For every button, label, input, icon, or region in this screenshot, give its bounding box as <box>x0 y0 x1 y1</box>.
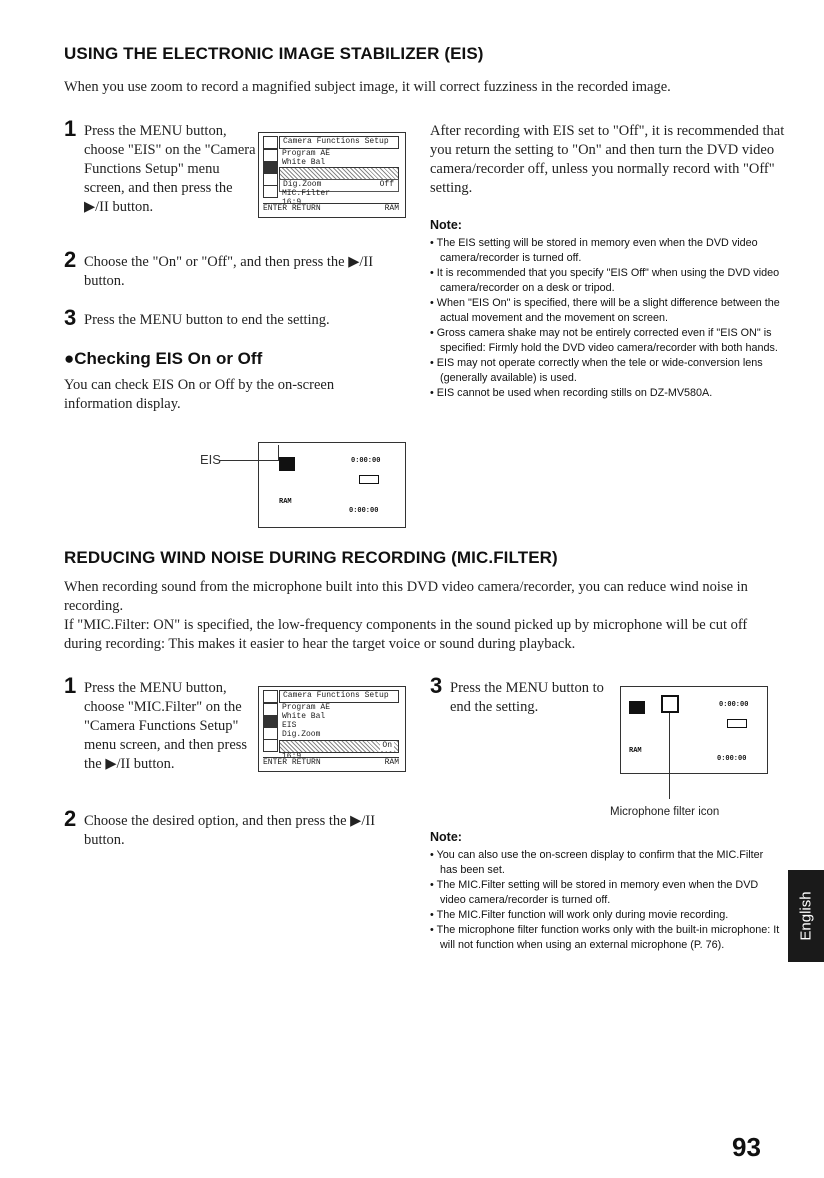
step-text: Choose the "On" or "Off", and then press the ▶/II button. <box>84 254 374 289</box>
menu-item[interactable]: MIC.Filter <box>282 189 331 198</box>
step-text: Press the MENU button to end the setting. <box>450 680 604 715</box>
check-text: You can check EIS On or Off by the on-screen information display. <box>64 377 335 412</box>
menu-item[interactable]: Dig.Zoom Off <box>279 179 399 192</box>
note-item: • The MIC.Filter setting will be stored in memory even when the DVD video camera/recorder is turned off. <box>430 878 782 908</box>
section-intro-mic: When recording sound from the microphone built into this DVD video camera/recorder, you can reduce wind noise in recording. <box>64 579 748 614</box>
microphone-filter-icon <box>661 695 679 713</box>
screen-remaining: 0:00:00 <box>717 755 747 763</box>
battery-icon <box>359 475 379 484</box>
camera-icon <box>263 690 278 703</box>
note-item: • When "EIS On" is specified, there will be a slight difference between the actual movement and the movement on screen. <box>430 296 782 326</box>
footer-ram: RAM <box>384 204 399 213</box>
menu-title: Camera Functions Setup <box>279 690 399 703</box>
step-text: Choose the desired option, and then press the ▶/II button. <box>84 813 376 848</box>
section-intro-mic-2: If "MIC.Filter: ON" is specified, the low-frequency components in the sound picked up by microphone will be cut off during recording: This makes it easier to hear the target voice or sound during playback. <box>64 617 748 652</box>
footer-ram: RAM <box>384 758 399 767</box>
menu-item[interactable]: White Bal <box>282 712 326 721</box>
step-text: Press the MENU button to end the setting. <box>84 312 330 328</box>
note-title: Note: <box>430 218 462 232</box>
menu-footer <box>263 757 399 768</box>
step-number: 1 <box>64 116 77 141</box>
step-text: Press the MENU button, choose "MIC.Filter" on the "Camera Functions Setup" menu screen, and then press the ▶/II button. <box>84 680 248 772</box>
screen-ram: RAM <box>279 498 292 506</box>
eis-label: EIS <box>200 452 221 467</box>
menu-tab-icon <box>263 185 278 198</box>
eis-pointer-line <box>278 445 279 461</box>
note-item: • EIS may not operate correctly when the tele or wide-conversion lens (generally available) is used. <box>430 356 782 386</box>
section-title-mic-filter: REDUCING WIND NOISE DURING RECORDING (MIC.FILTER) <box>64 548 558 567</box>
step-number: 1 <box>64 673 77 698</box>
screen-ram: RAM <box>629 747 642 755</box>
menu-item[interactable]: White Bal <box>282 158 326 167</box>
note-item: • You can also use the on-screen display to confirm that the MIC.Filter has been set. <box>430 848 782 878</box>
menu-screen-mic <box>258 686 406 772</box>
menu-item[interactable]: 16:9 <box>282 198 302 207</box>
note-title: Note: <box>430 830 462 844</box>
battery-icon <box>727 719 747 728</box>
eis-off-advice: After recording with EIS set to "Off", it is recommended that you return the setting to "On" and then turn the DVD video camera/recorder off, unless you normally record with "Off" setting. <box>430 123 785 196</box>
note-item: • It is recommended that you specify "EIS Off" when using the DVD video camera/recorder on a desk or tripod. <box>430 266 782 296</box>
eis-icon <box>629 701 645 714</box>
notes-list-eis <box>430 236 782 401</box>
step-number: 2 <box>64 806 77 831</box>
footer-enter: ENTER <box>263 204 288 213</box>
page-number: 93 <box>732 1132 761 1162</box>
step-text: Press the MENU button, choose "EIS" on the "Camera Functions Setup" menu screen, and then press the ▶/II button. <box>84 123 256 215</box>
menu-value: On <box>382 741 392 750</box>
menu-footer <box>263 203 399 214</box>
section-title-eis: USING THE ELECTRONIC IMAGE STABILIZER (EIS) <box>64 44 484 63</box>
menu-item[interactable]: EIS <box>282 721 297 730</box>
note-item: • EIS cannot be used when recording stills on DZ-MV580A. <box>430 386 782 401</box>
footer-return: RETURN <box>291 204 321 213</box>
note-item: • The microphone filter function works only with the built-in microphone: It will not function when using an external microphone (P. 76). <box>430 923 782 953</box>
menu-item[interactable]: Program AE <box>282 149 331 158</box>
footer-return: RETURN <box>291 758 321 767</box>
screen-time: 0:00:00 <box>719 701 749 709</box>
menu-item[interactable]: Program AE <box>282 703 331 712</box>
note-item: • Gross camera shake may not be entirely corrected even if "EIS ON" is specified: Firmly hold the DVD video camera/recorder with both hands. <box>430 326 782 356</box>
language-tab-label: English <box>797 891 815 941</box>
menu-item[interactable]: 16:9 <box>282 752 302 761</box>
language-tab <box>788 870 824 962</box>
menu-title: Camera Functions Setup <box>279 136 399 149</box>
menu-tab-icon <box>263 739 278 752</box>
camera-icon <box>263 136 278 149</box>
note-item: • The MIC.Filter function will work only during movie recording. <box>430 908 782 923</box>
mic-caption: Microphone filter icon <box>610 806 720 818</box>
mic-pointer-line <box>669 713 670 799</box>
check-title: ●Checking EIS On or Off <box>64 349 263 368</box>
eis-pointer-line <box>220 460 278 461</box>
step-number: 2 <box>64 247 77 272</box>
step-number: 3 <box>64 305 77 330</box>
screen-time: 0:00:00 <box>351 457 381 465</box>
section-intro-eis: When you use zoom to record a magnified subject image, it will correct fuzziness in the recorded image. <box>64 79 671 95</box>
menu-value: Off <box>379 180 394 189</box>
eis-icon <box>279 457 295 471</box>
footer-enter: ENTER <box>263 758 288 767</box>
step-number: 3 <box>430 673 443 698</box>
menu-item[interactable]: Dig.Zoom <box>282 730 321 739</box>
mic-screen-illustration <box>620 686 768 774</box>
notes-list-mic <box>430 848 782 953</box>
screen-remaining: 0:00:00 <box>349 507 379 515</box>
menu-screen-eis <box>258 132 406 218</box>
note-item: • The EIS setting will be stored in memory even when the DVD video camera/recorder is turned off. <box>430 236 782 266</box>
eis-screen-illustration <box>258 442 406 528</box>
